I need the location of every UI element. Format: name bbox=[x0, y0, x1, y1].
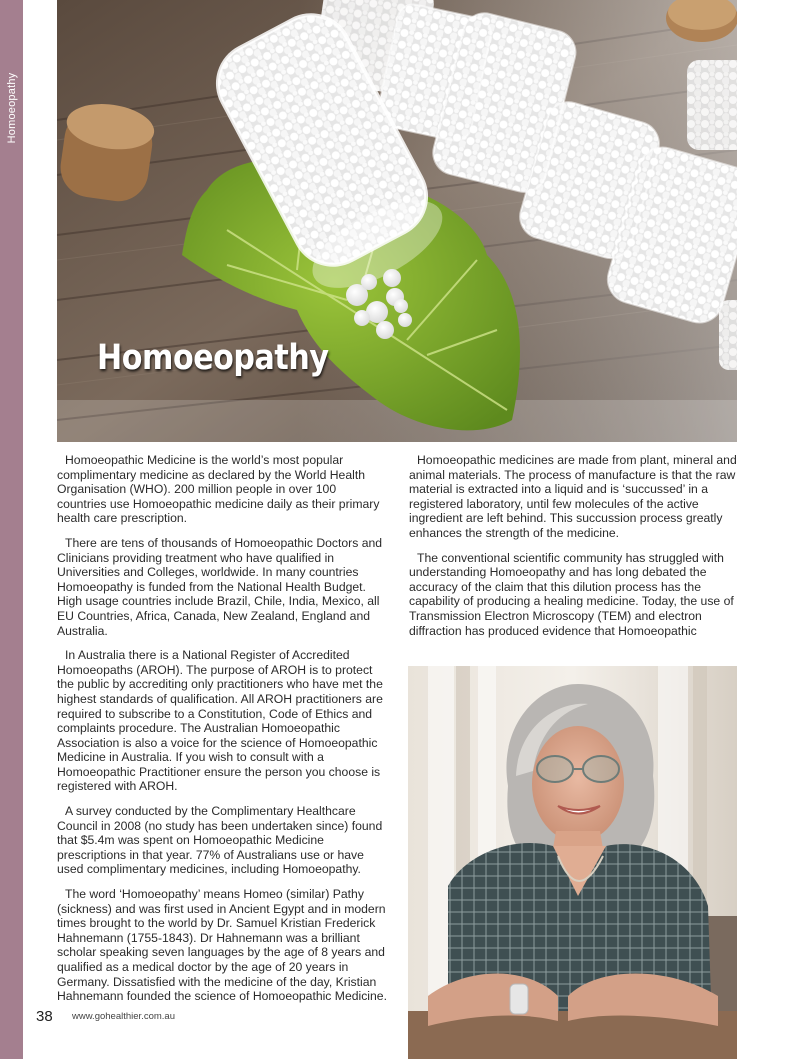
paragraph: The conventional scientific community has struggled with understanding Homoeopathy and has long debated the accuracy of the claim that this dilution process has the capability of producing a healing medicine. Today, the use of Transmission Electron Microscopy (TEM) and electron diffraction has produced evidence that Homoeopathic bbox=[409, 550, 734, 638]
hero-image bbox=[57, 0, 737, 442]
woman-portrait-photo bbox=[408, 666, 737, 1059]
paragraph: Homoeopathic Medicine is the world’s most popular complimentary medicine as declared by the World Health Organisation (WHO). 200 million people in over 100 countries use Homoeopathic medicine daily as their primary health care prescription. bbox=[57, 453, 380, 526]
section-sidebar bbox=[0, 0, 23, 1059]
paragraph: In Australia there is a National Register of Accredited Homoeopaths (AROH). The purpose of AROH is to protect the public by accrediting only practitioners who have met the highest standards of qualification. All AROH practitioners are required to subscribe to a Constitution, Code of Ethics and complaints procedure. The Australian Homoeopathic Association is also a voice for the science of Homoeopathic Medicine in Australia. If you wish to consult with a Homoeopathic Practitioner ensure the person you choose is registered with AROH. bbox=[57, 648, 383, 794]
page-number: 38 bbox=[36, 1008, 53, 1025]
author-portrait bbox=[408, 666, 737, 1059]
website-url: www.gohealthier.com.au bbox=[72, 1011, 175, 1022]
article-column-right bbox=[409, 453, 737, 648]
paragraph: The word ‘Homoeopathy’ means Homeo (similar) Pathy (sickness) and was first used in Ancient Egypt and in modern times brought to the world by Dr. Samuel Kristian Frederick Hahnemann (1755-1843). Dr Hahnemann was a brilliant scholar speaking seven languages by the age of 8 years and qualified as a medical doctor by the age of 20 years in Germany. Dissatisfied with the medicine of the day, Kristian Hahnemann founded the science of Homoeopathic Medicine. bbox=[57, 887, 387, 1004]
article-title: Homoeopathy bbox=[97, 338, 329, 378]
paragraph: A survey conducted by the Complimentary Healthcare Council in 2008 (no study has been undertaken since) found that $5.4m was spent on Homoeopathic Medicine prescriptions in that year. 77% of Australians use or have used complimentary medicines, including Homoeopathy. bbox=[57, 804, 383, 877]
section-label: Homoeopathy bbox=[5, 72, 18, 144]
paragraph: There are tens of thousands of Homoeopathic Doctors and Clinicians providing treatment who have qualified in Universities and Colleges, worldwide. In many countries Homoeopathy is funded from the National Health Budget. High usage countries include Brazil, Chile, India, Mexico, all EU Countries, Africa, Canada, New Zealand, England and Australia. bbox=[57, 535, 383, 638]
paragraph: Homoeopathic medicines are made from plant, mineral and animal materials. The process of manufacture is that the raw material is extracted into a liquid and is ‘succussed’ in a registered laboratory, until few molecules of the active ingredient are left behind. This succussion process greatly enhances the strength of the medicine. bbox=[409, 453, 737, 540]
article-column-left bbox=[57, 453, 387, 1014]
